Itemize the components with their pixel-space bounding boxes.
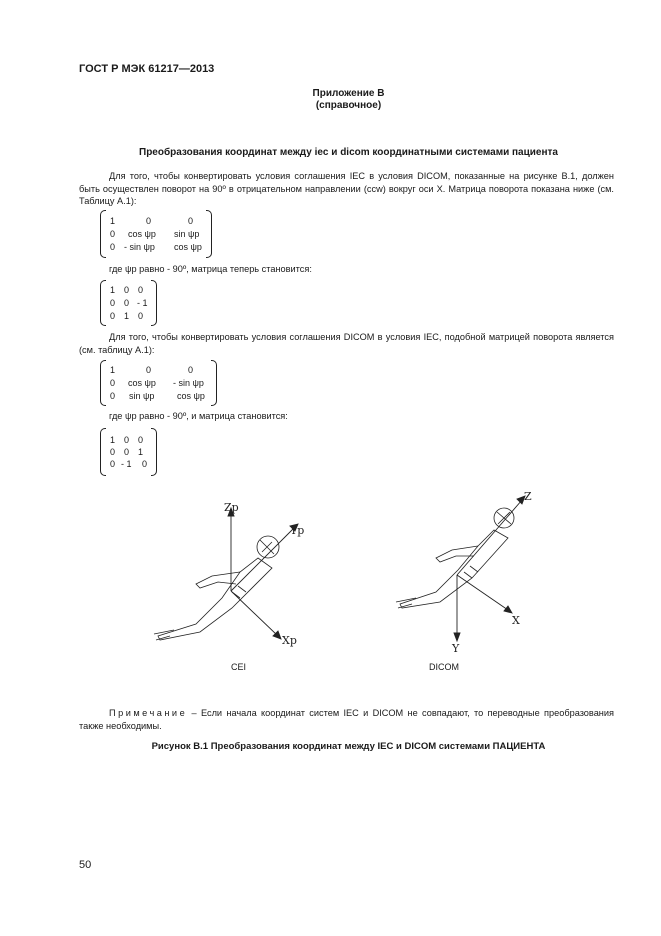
head-circle (257, 536, 279, 558)
matrix-bracket-left (100, 210, 106, 258)
matrix-cell: 1 (124, 311, 130, 321)
arm-outline (196, 572, 240, 588)
matrix-cell: 0 (188, 216, 194, 226)
annex-title: Приложение В (312, 88, 385, 99)
z-label: Z (524, 490, 532, 503)
matrix-cell: 0 (110, 298, 116, 308)
matrix-cell: 0 (124, 435, 130, 445)
matrix-bracket-left (100, 428, 106, 476)
line-psi-minus-90-a: где ψp равно - 90º, матрица теперь становится: (109, 264, 312, 274)
y-arrow-icon (454, 633, 460, 641)
matrix-cell: 0 (110, 242, 116, 252)
matrix-bracket-left (100, 360, 106, 406)
matrix-cell: 0 (142, 459, 148, 469)
paragraph-dicom-to-iec (79, 331, 614, 356)
matrix-cell: 0 (110, 459, 116, 469)
xp-axis-line (231, 591, 278, 636)
matrix-cell: cos ψp (174, 242, 202, 252)
zp-label: Zp (224, 501, 239, 514)
x-arrow-icon (504, 606, 512, 613)
note-prefix: Примечание (109, 708, 188, 718)
line-psi-minus-90-b: где ψp равно - 90º, и матрица становится: (109, 411, 288, 421)
yp-label: Yp (290, 524, 305, 537)
matrix-cell: 0 (188, 365, 194, 375)
matrix-cell: - 1 (137, 298, 148, 308)
body-outline (158, 558, 272, 640)
matrix-cell: 0 (110, 391, 116, 401)
section-title: Преобразования координат между iec и dicom координатными системами пациента (139, 147, 558, 158)
rotation-matrix-general-2 (100, 360, 217, 406)
matrix-cell: 0 (124, 285, 130, 295)
rotation-matrix-result-1 (100, 280, 157, 326)
z-axis-line (457, 500, 522, 575)
rotation-matrix-result-2 (100, 428, 157, 476)
figure-label-dicom: DICOM (429, 662, 459, 672)
matrix-cell: cos ψp (177, 391, 205, 401)
head-marks (260, 540, 274, 554)
matrix-cell: 0 (124, 298, 130, 308)
matrix-bracket-right (151, 428, 157, 476)
matrix-cell: 0 (110, 378, 116, 388)
matrix-cell: 0 (138, 285, 144, 295)
x-axis-line (457, 575, 508, 610)
matrix-cell: 0 (146, 216, 152, 226)
xp-label: Xp (282, 634, 297, 647)
matrix-cell: sin ψp (129, 391, 155, 401)
matrix-cell: 1 (138, 447, 144, 457)
matrix-cell: 0 (110, 311, 116, 321)
annex-heading (0, 88, 661, 112)
body-detail (464, 566, 478, 578)
note-paragraph (79, 707, 614, 732)
matrix-cell: cos ψp (128, 229, 156, 239)
cei-patient-drawing (154, 536, 279, 640)
matrix-cell: 0 (110, 229, 116, 239)
matrix-cell: - sin ψp (173, 378, 204, 388)
paragraph-text: Для того, чтобы конвертировать условия соглашения IEC в условия DICOM, показанные на рисунке В.1, должен быть осуществлен поворот на 90º в отрицательном направлении (ccw) вокруг оси X. Матрица поворота показана ниже (см. Таблицу А.1): (79, 171, 614, 206)
rotation-matrix-general-1 (100, 210, 212, 258)
matrix-bracket-right (211, 360, 217, 406)
matrix-cell: 1 (110, 435, 116, 445)
body-outline (400, 530, 508, 608)
matrix-cell: 0 (124, 447, 130, 457)
coordinate-systems-figure (140, 490, 560, 670)
note-text: – Если начала координат систем IEC и DICOM не совпадают, то переводные преобразования также необходимы. (79, 708, 614, 731)
head-marks (497, 512, 511, 524)
figure-label-cei: CEI (231, 662, 247, 672)
figure-caption: Рисунок В.1 Преобразования координат между IEC и DICOM системами ПАЦИЕНТА (151, 741, 546, 752)
matrix-cell: 1 (110, 365, 116, 375)
matrix-cell: 0 (138, 311, 144, 321)
matrix-cell: cos ψp (128, 378, 156, 388)
matrix-bracket-right (206, 210, 212, 258)
y-label: Y (452, 642, 460, 655)
paragraph-text: Для того, чтобы конвертировать условия соглашения DICOM в условия IEC, подобной матрицей поворота является (см. таблицу А.1): (79, 332, 614, 355)
matrix-bracket-left (100, 280, 106, 326)
matrix-cell: 0 (146, 365, 152, 375)
paragraph-iec-to-dicom (79, 170, 614, 208)
matrix-cell: 0 (110, 447, 116, 457)
matrix-cell: - 1 (121, 459, 132, 469)
page-number: 50 (79, 859, 92, 871)
matrix-cell: - sin ψp (124, 242, 155, 252)
yp-axis-line (231, 527, 295, 591)
matrix-cell: 1 (110, 216, 116, 226)
document-code: ГОСТ Р МЭК 61217—2013 (79, 63, 215, 75)
matrix-cell: 0 (138, 435, 144, 445)
matrix-bracket-right (151, 280, 157, 326)
x-label: X (512, 614, 520, 627)
matrix-cell: sin ψp (174, 229, 200, 239)
dicom-patient-drawing (396, 508, 514, 608)
matrix-cell: 1 (110, 285, 116, 295)
annex-subtitle: (справочное) (315, 100, 382, 111)
